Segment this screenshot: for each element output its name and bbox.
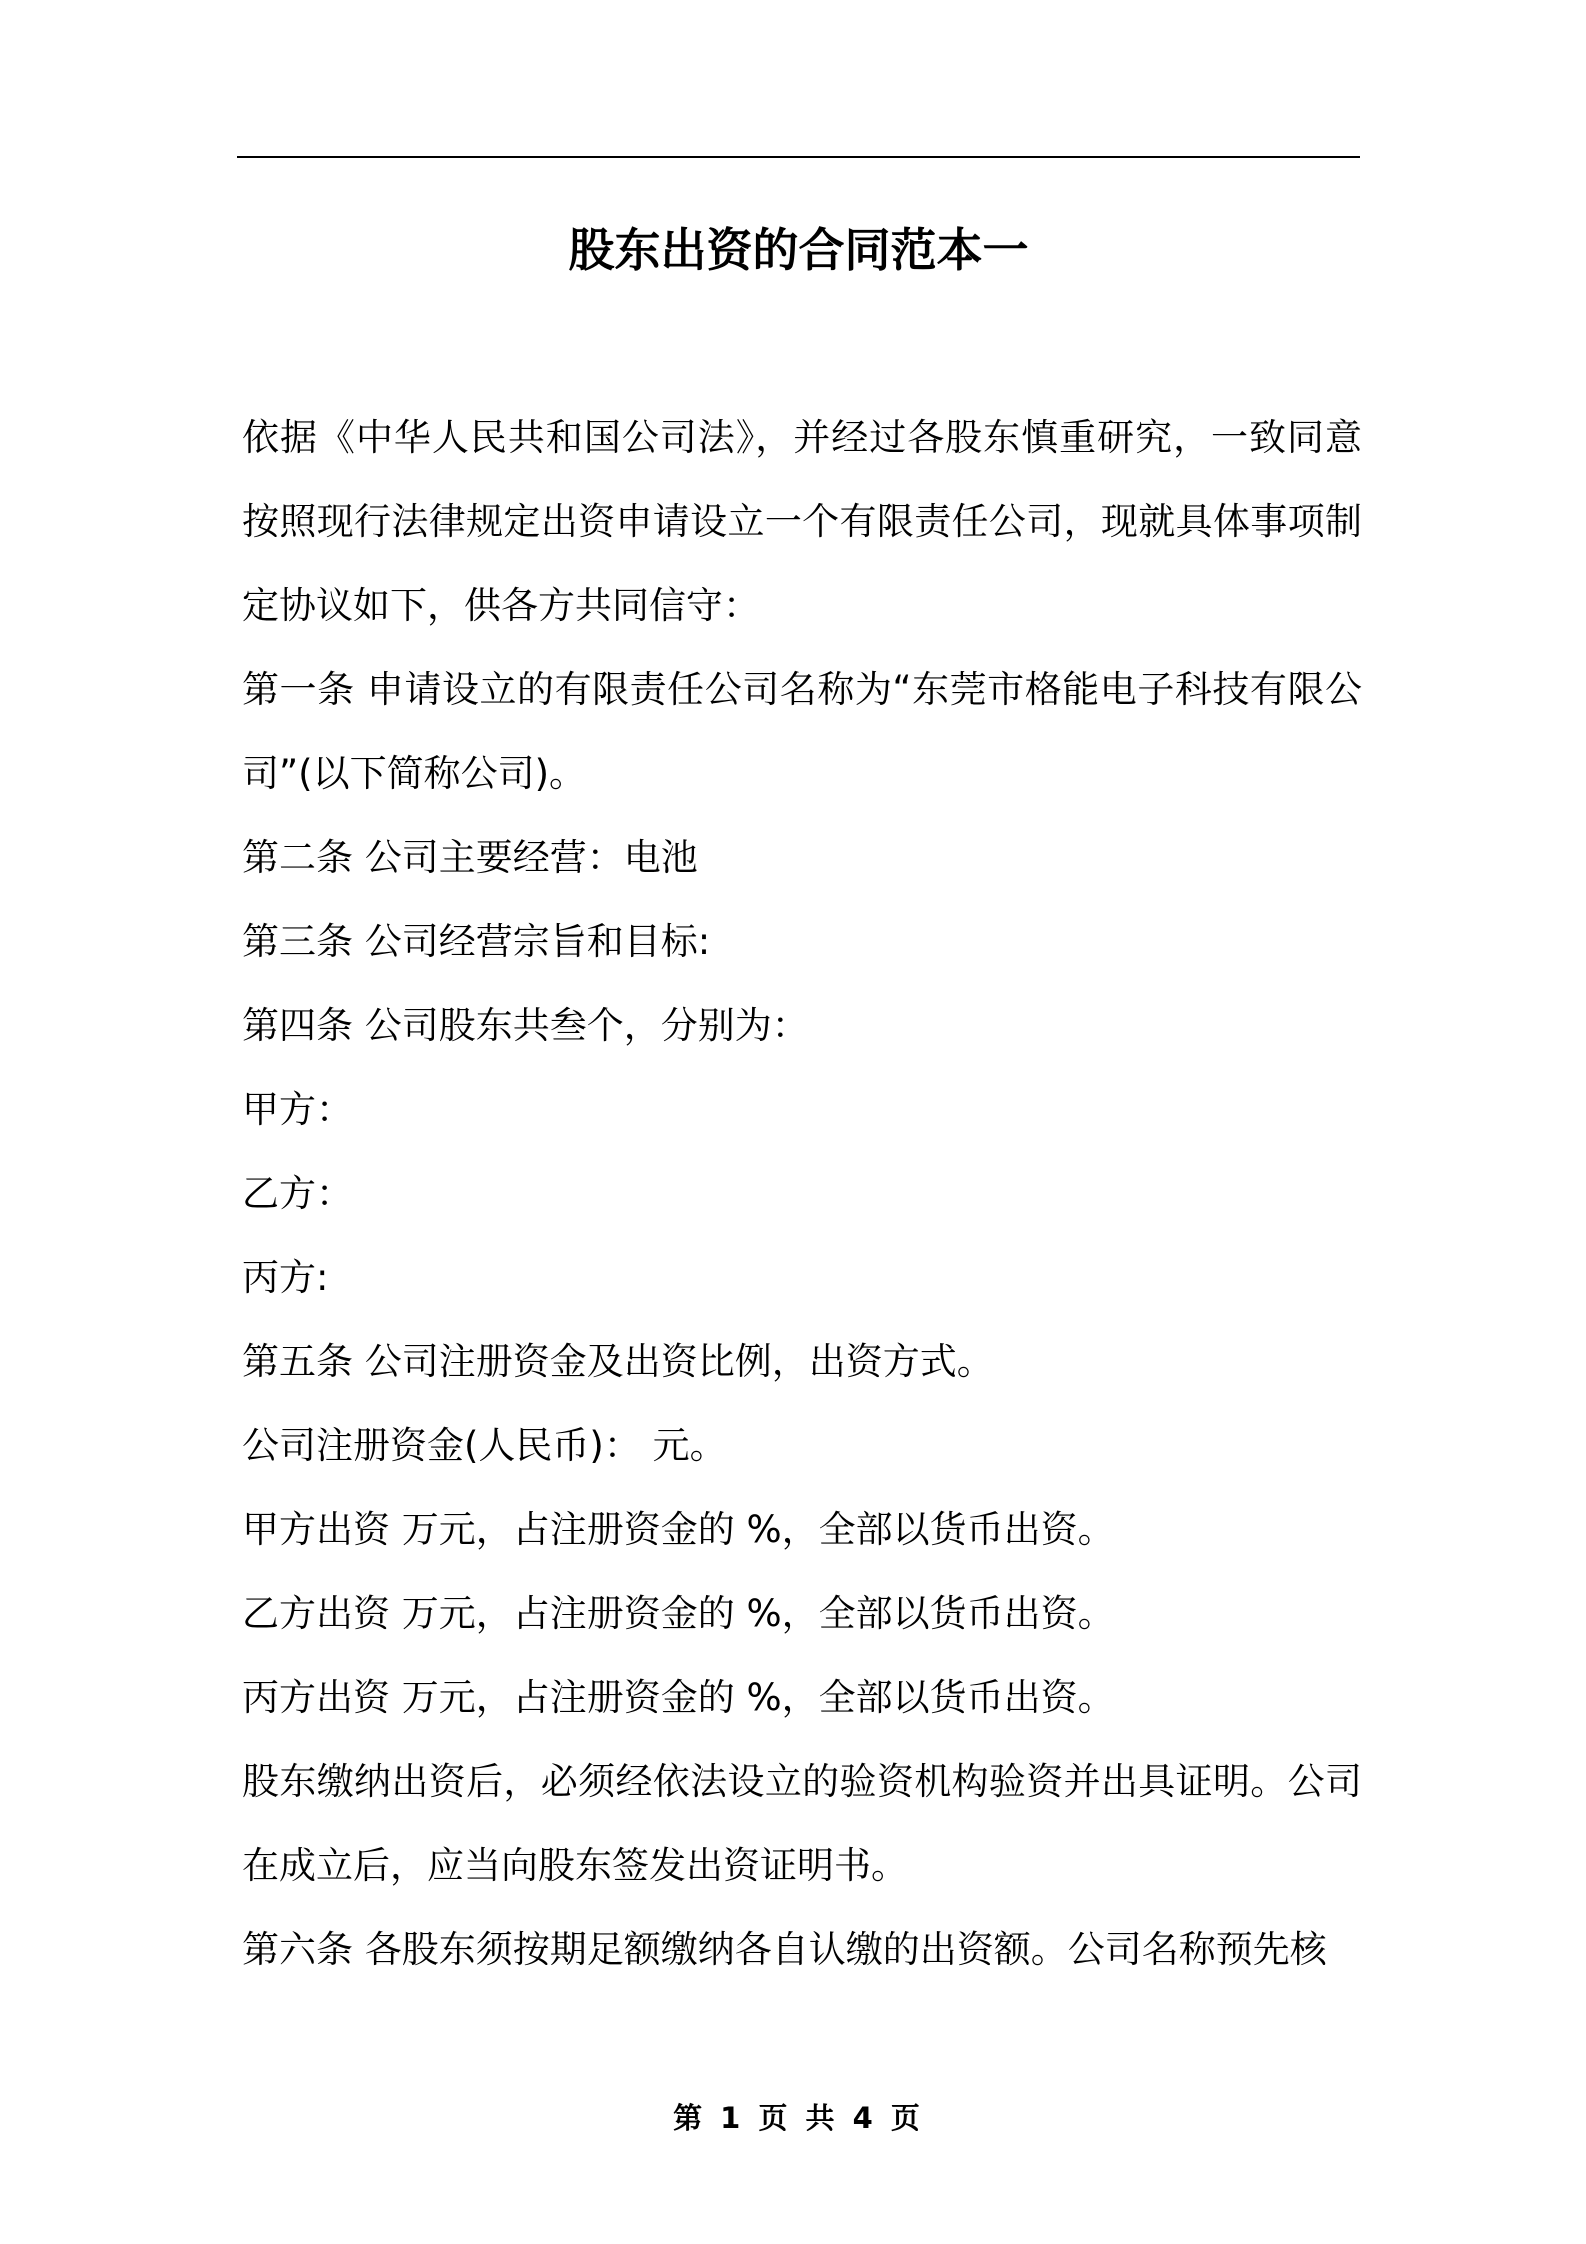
header-rule bbox=[237, 156, 1360, 158]
paragraph-party-b-contribution: 乙方出资 万元，占注册资金的 %，全部以货币出资。 bbox=[242, 1592, 1115, 1635]
paragraph-preamble: 依据《中华人民共和国公司法》，并经过各股东慎重研究，一致同意按照现行法律规定出资申请设立一个有限责任公司，现就具体事项制定协议如下，供各方共同信守： bbox=[242, 416, 1362, 627]
paragraph-article-5: 第五条 公司注册资金及出资比例，出资方式。 bbox=[242, 1340, 994, 1383]
paragraph-party-c: 丙方: bbox=[242, 1256, 329, 1299]
paragraph-article-4: 第四条 公司股东共叁个，分别为： bbox=[242, 1004, 809, 1047]
page-indicator: 第 1 页 共 4 页 bbox=[673, 2101, 924, 2135]
document-title: 股东出资的合同范本一 bbox=[568, 223, 1029, 277]
paragraph-registered-capital: 公司注册资金(人民币)： 元。 bbox=[242, 1424, 727, 1467]
paragraph-article-6: 第六条 各股东须按期足额缴纳各自认缴的出资额。公司名称预先核 bbox=[242, 1928, 1327, 1971]
paragraph-article-2: 第二条 公司主要经营：电池 bbox=[242, 836, 698, 879]
paragraph-capital-verification: 股东缴纳出资后，必须经依法设立的验资机构验资并出具证明。公司在成立后，应当向股东签发出资证明书。 bbox=[242, 1760, 1362, 1887]
paragraph-article-1: 第一条 申请设立的有限责任公司名称为“东莞市格能电子科技有限公司”(以下简称公司)。 bbox=[242, 668, 1362, 795]
paragraph-party-a: 甲方： bbox=[242, 1088, 353, 1131]
paragraph-party-a-contribution: 甲方出资 万元，占注册资金的 %，全部以货币出资。 bbox=[242, 1508, 1115, 1551]
paragraph-party-b: 乙方： bbox=[242, 1172, 353, 1215]
paragraph-party-c-contribution: 丙方出资 万元，占注册资金的 %，全部以货币出资。 bbox=[242, 1676, 1115, 1719]
paragraph-article-3: 第三条 公司经营宗旨和目标: bbox=[242, 920, 711, 963]
document-body bbox=[242, 396, 1362, 1992]
